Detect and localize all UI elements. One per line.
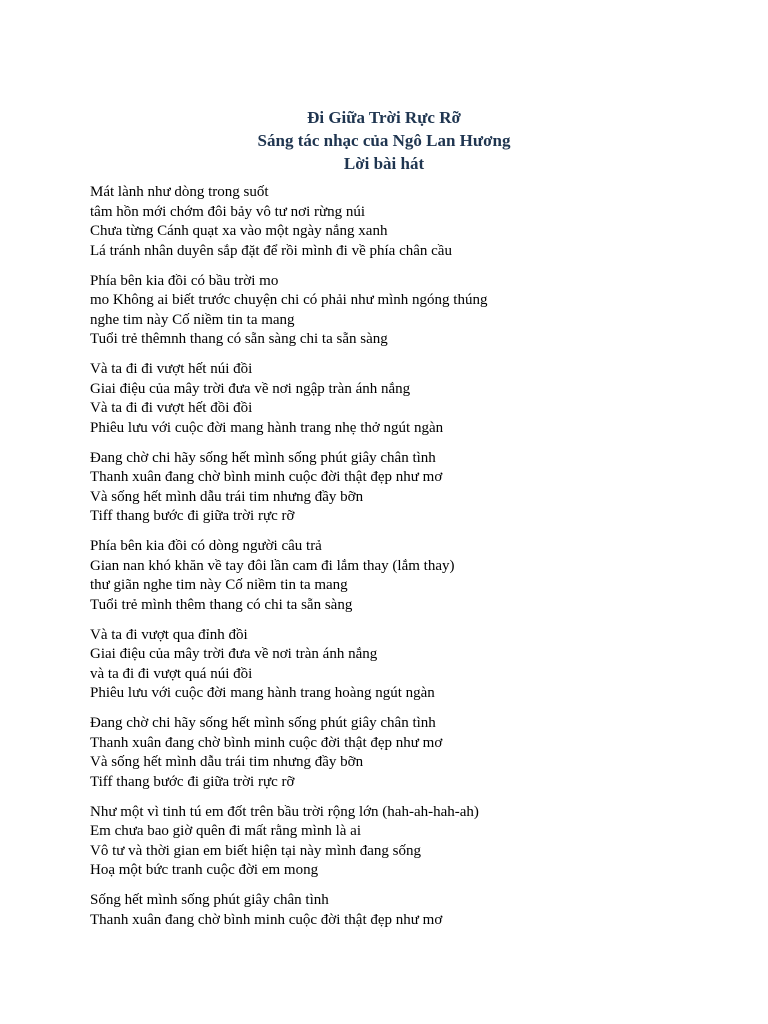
song-title: Đi Giữa Trời Rực Rỡ	[307, 108, 461, 127]
lyric-line: Chưa từng Cánh quạt xa vào một ngày nắng xanh	[90, 223, 388, 239]
lyric-line: nghe tim này Cố niềm tin ta mang	[90, 311, 295, 328]
lyric-line: Và sống hết mình dẫu trái tim nhưng đầy bỡn	[90, 754, 364, 770]
lyric-line: Như một vì tinh tú em đốt trên bầu trời rộng lớn (hah-ah-hah-ah)	[90, 803, 479, 820]
lyric-line: Thanh xuân đang chờ bình minh cuộc đời thật đẹp như mơ	[90, 734, 443, 751]
lyrics-stanza	[90, 272, 730, 350]
lyrics-stanza	[90, 183, 730, 261]
lyric-line: tâm hồn mới chớm đôi bảy vô tư nơi rừng núi	[90, 203, 366, 220]
lyric-line: Và ta đi vượt qua đỉnh đồi	[90, 626, 248, 643]
lyric-line: Phiêu lưu với cuộc đời mang hành trang hoàng ngút ngàn	[90, 685, 435, 701]
lyric-line: Và ta đi đi vượt hết đồi đồi	[90, 400, 253, 416]
song-composer: Sáng tác nhạc của Ngô Lan Hương	[257, 131, 511, 150]
lyric-line: thư giãn nghe tim này Cố niềm tin ta mang	[90, 577, 348, 593]
lyric-line: Phía bên kia đồi có bầu trời mo	[90, 272, 279, 289]
lyrics-stanza	[90, 891, 730, 930]
lyric-line: Giai điệu của mây trời đưa về nơi tràn ánh nắng	[90, 646, 378, 662]
lyric-line: Em chưa bao giờ quên đi mất rằng mình là ai	[90, 823, 361, 839]
lyric-line: Gian nan khó khăn về tay đôi lần cam đi lắm thay (lắm thay)	[90, 557, 455, 574]
lyric-line: Tuổi trẻ mình thêm thang có chi ta sẵn sàng	[90, 596, 353, 613]
lyrics-stanza	[90, 537, 730, 615]
lyric-line: mo Không ai biết trước chuyện chi có phải như mình ngóng thúng	[90, 292, 488, 308]
lyric-line: Giai điệu của mây trời đưa về nơi ngập tràn ánh nắng	[90, 380, 411, 397]
lyric-line: Hoạ một bức tranh cuộc đời em mong	[90, 862, 319, 878]
lyric-line: Vô tư và thời gian em biết hiện tại này mình đang sống	[90, 842, 422, 859]
lyric-line: Phía bên kia đồi có dòng người câu trả	[90, 538, 322, 554]
lyrics-stanza	[90, 714, 730, 792]
lyrics-stanza	[90, 626, 730, 704]
lyric-line: Thanh xuân đang chờ bình minh cuộc đời thật đẹp như mơ	[90, 911, 443, 928]
lyric-line: Phiêu lưu với cuộc đời mang hành trang nhẹ thở ngút ngàn	[90, 419, 444, 436]
lyrics-body	[90, 183, 730, 941]
lyric-line: Và ta đi đi vượt hết núi đồi	[90, 361, 253, 377]
lyric-line: Tiff thang bước đi giữa trời rực rỡ	[90, 773, 295, 790]
lyric-line: Đang chờ chi hãy sống hết mình sống phút giây chân tình	[90, 715, 436, 731]
lyric-line: Sống hết mình sống phút giây chân tình	[90, 892, 329, 908]
lyric-line: Đang chờ chi hãy sống hết mình sống phút giây chân tình	[90, 449, 436, 466]
lyrics-stanza	[90, 449, 730, 527]
lyric-line: Tuổi trẻ thêmnh thang có sẵn sàng chi ta sẵn sàng	[90, 331, 388, 347]
lyrics-heading: Lời bài hát	[343, 154, 425, 173]
song-header	[0, 106, 768, 175]
lyric-line: Mát lành như dòng trong suốt	[90, 184, 269, 200]
lyric-line: Thanh xuân đang chờ bình minh cuộc đời thật đẹp như mơ	[90, 469, 443, 485]
lyric-line: Và sống hết mình dẫu trái tim nhưng đầy bỡn	[90, 488, 364, 505]
lyrics-stanza	[90, 360, 730, 438]
lyric-line: Lá tránh nhân duyên sắp đặt để rồi mình đi về phía chân cầu	[90, 242, 452, 259]
lyric-line: và ta đi đi vượt quá núi đồi	[90, 665, 253, 682]
lyrics-stanza	[90, 803, 730, 881]
lyric-line: Tiff thang bước đi giữa trời rực rỡ	[90, 508, 295, 524]
